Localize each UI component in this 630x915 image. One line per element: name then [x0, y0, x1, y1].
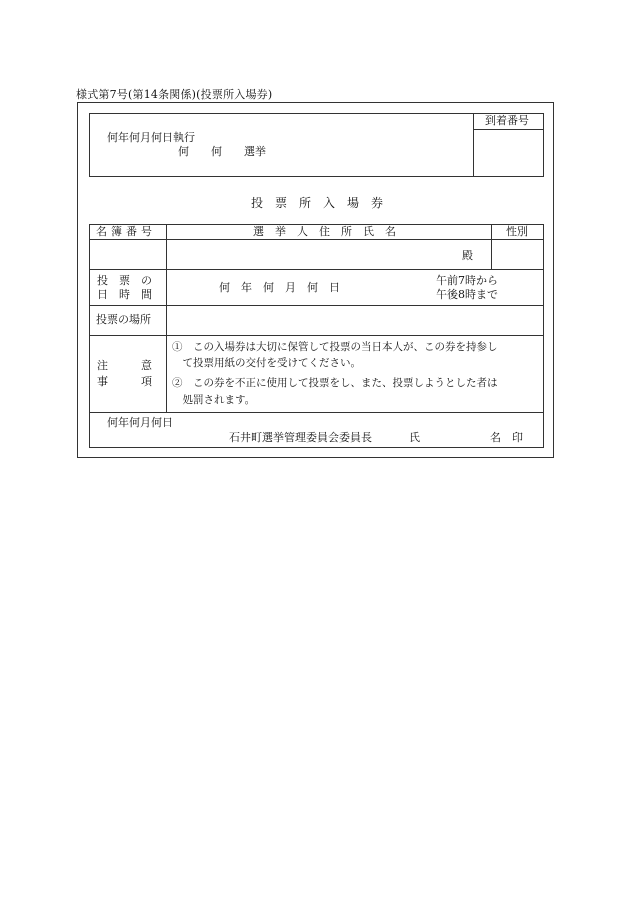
voting-datetime-label-1: 投 票 の [97, 274, 152, 287]
seal-label: 名 印 [490, 431, 523, 444]
note-2-line-2: 処罰されます。 [172, 394, 256, 406]
register-number-header: 名簿番号 [96, 225, 156, 238]
row-rule-place [89, 335, 544, 336]
row-rule-notes [89, 412, 544, 413]
header-box-top [89, 113, 544, 114]
header-box-bottom [89, 176, 544, 177]
ticket-title: 投 票 所 入 場 券 [251, 196, 384, 210]
voting-time-from: 午前7時から [436, 274, 498, 287]
voter-address-name-header: 選 挙 人 住 所 氏 名 [253, 225, 396, 238]
election-date: 何年何月何日執行 [107, 131, 195, 144]
note-1-line-2: て投票用紙の交付を受けてください。 [172, 357, 361, 369]
sex-header: 性別 [506, 225, 528, 238]
row-rule-datetime [89, 305, 544, 306]
arrival-number-label: 到着番号 [485, 114, 529, 127]
row-rule-name [89, 269, 544, 270]
issuer: 石井町選挙管理委員会委員長 [229, 431, 372, 444]
col-rule-label [166, 224, 167, 413]
table-bottom [89, 447, 544, 448]
notes-label-2: 事 項 [97, 375, 152, 388]
voting-time-to: 午後8時まで [436, 288, 498, 301]
header-box-left [89, 113, 90, 177]
row-rule-header [89, 239, 544, 240]
header-box-right [543, 113, 544, 177]
form-caption: 様式第7号(第14条関係)(投票所入場券) [76, 88, 273, 101]
voting-place-label: 投票の場所 [96, 313, 151, 326]
admission-ticket [77, 102, 554, 458]
issuer-name-label: 氏 [409, 431, 420, 444]
voting-date: 何 年 何 月 何 日 [219, 281, 340, 294]
note-2-line-1: ② この券を不正に使用して投票をし、また、投票しようとした者は [172, 377, 498, 389]
col-rule-sex [491, 224, 492, 270]
notes-label-1: 注 意 [97, 359, 152, 372]
table-left [89, 224, 90, 448]
arrival-box-divider [473, 129, 544, 130]
honorific: 殿 [462, 249, 473, 262]
table-right [543, 224, 544, 448]
arrival-box-left [473, 113, 474, 177]
issue-date: 何年何月何日 [107, 416, 173, 429]
voting-datetime-label-2: 日 時 間 [97, 288, 152, 301]
election-name: 何 何 選挙 [178, 145, 266, 158]
note-1-line-1: ① この入場券は大切に保管して投票の当日本人が、この券を持参し [172, 341, 498, 353]
